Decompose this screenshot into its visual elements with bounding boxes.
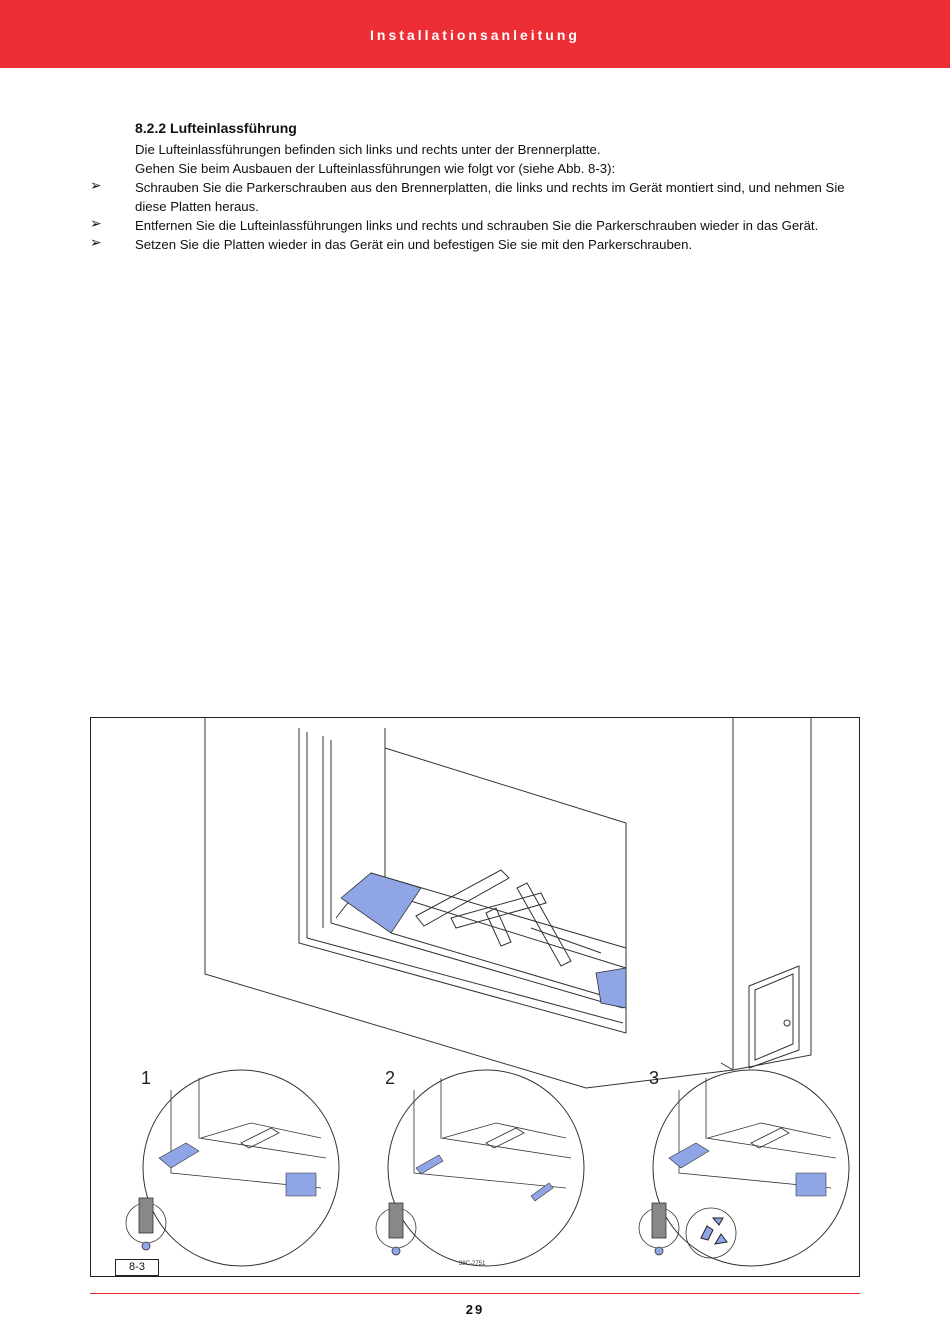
bullet-text-1a: Schrauben Sie die Parkerschrauben aus den Brennerplatten, die links und rechts im Gerät montiert sind, und nehmen Sie bbox=[135, 180, 845, 195]
recycle-icon bbox=[701, 1218, 727, 1244]
step-number-3: 3 bbox=[649, 1068, 660, 1088]
figure-8-3 bbox=[90, 717, 860, 1277]
bullet-text-3: Setzen Sie die Platten wieder in das Gerät ein und befestigen Sie sie mit den Parkerschrauben. bbox=[135, 237, 693, 252]
bullet-arrow-icon: ➢ bbox=[90, 177, 102, 193]
header-bar bbox=[0, 0, 950, 68]
paragraph-location: Die Lufteinlassführungen befinden sich links und rechts unter der Brennerplatte. bbox=[135, 142, 601, 157]
page-number: 29 bbox=[465, 1302, 485, 1317]
bullet-arrow-icon: ➢ bbox=[90, 215, 102, 231]
fireplace-illustration bbox=[91, 718, 861, 1278]
bullet-text-2: Entfernen Sie die Lufteinlassführungen links und rechts und schrauben Sie die Parkerschrauben wieder in das Gerät. bbox=[135, 218, 819, 233]
bullet-arrow-icon: ➢ bbox=[90, 234, 102, 250]
section-title: 8.2.2 Lufteinlassführung bbox=[135, 120, 297, 136]
figure-code: 38C-2751 bbox=[459, 1261, 486, 1267]
step-number-1: 1 bbox=[141, 1068, 152, 1088]
paragraph-procedure: Gehen Sie beim Ausbauen der Lufteinlassführungen wie folgt vor (siehe Abb. 8-3): bbox=[135, 161, 616, 176]
figure-label: 8-3 bbox=[115, 1259, 159, 1276]
header-title: Installationsanleitung bbox=[370, 27, 580, 43]
footer-divider bbox=[90, 1293, 860, 1294]
step-number-2: 2 bbox=[385, 1068, 396, 1088]
bullet-text-1b: diese Platten heraus. bbox=[135, 199, 259, 214]
